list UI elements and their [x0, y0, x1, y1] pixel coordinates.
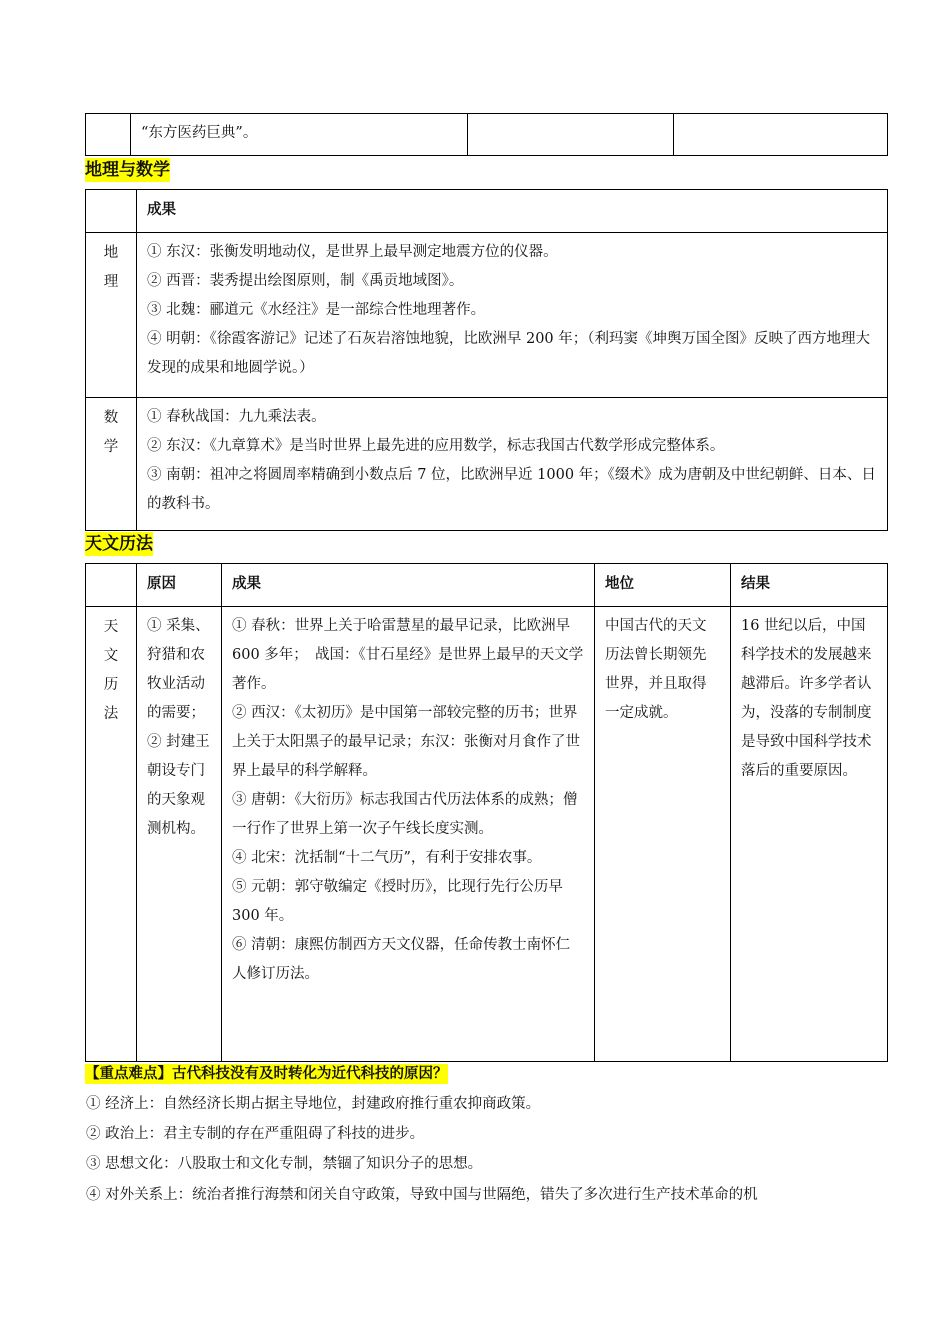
list-item: ② 东汉：《九章算术》是当时世界上最先进的应用数学，标志我国古代数学形成完整体系。 [147, 438, 725, 454]
geography-items-cell [137, 233, 888, 398]
label-char: 法 [103, 706, 119, 722]
empty-header-cell [86, 564, 137, 607]
header-result: 结果 [741, 576, 770, 592]
math-items-cell [137, 398, 888, 531]
list-item: ① 东汉：张衡发明地动仪，是世界上最早测定地震方位的仪器。 [147, 244, 558, 260]
key-point-item: ④ 对外关系上：统治者推行海禁和闭关自守政策，导致中国与世隔绝，错失了多次进行生产技术革命的机 [86, 1187, 758, 1203]
section-title-astronomy: 天文历法 [85, 534, 153, 554]
list-item: ② 西晋：裴秀提出绘图原则，制《禹贡地域图》。 [147, 273, 464, 289]
header-achievements: 成果 [232, 576, 261, 592]
header-status: 地位 [605, 576, 634, 592]
key-point-item: ② 政治上：君主专制的存在严重阻碍了科技的进步。 [86, 1126, 425, 1142]
list-item: ③ 唐朝：《大衍历》标志我国古代历法体系的成熟；僧一行作了世界上第一次子午线长度实测。 [232, 792, 578, 837]
empty-header-cell [86, 190, 137, 233]
key-point-title: 【重点难点】古代科技没有及时转化为近代科技的原因？ [85, 1066, 448, 1082]
status-cell [595, 607, 731, 1062]
label-char: 学 [103, 439, 119, 455]
key-point-item: ③ 思想文化：八股取士和文化专制，禁锢了知识分子的思想。 [86, 1156, 483, 1172]
list-item: ③ 南朝：祖冲之将圆周率精确到小数点后 7 位，比欧洲早近 1000 年；《缀术》成为唐朝及中世纪朝鲜、日本、日的教科书。 [147, 467, 876, 512]
label-char: 理 [103, 274, 119, 290]
list-item: ⑥ 清朝：康熙仿制西方天文仪器，任命传教士南怀仁人修订历法。 [232, 937, 571, 982]
list-item: ④ 北宋：沈括制“十二气历”，有利于安排农事。 [232, 850, 542, 866]
header-cell [137, 190, 888, 233]
header-cell [222, 564, 595, 607]
header-achievements: 成果 [147, 202, 176, 218]
empty-cell [86, 114, 131, 156]
list-item: ① 春秋：世界上关于哈雷慧星的最早记录，比欧洲早 600 多年； 战国：《甘石星经》是世界上最早的天文学著作。 [232, 618, 584, 692]
empty-cell [468, 114, 674, 156]
header-reason: 原因 [147, 576, 176, 592]
geo-math-table [85, 189, 888, 531]
status-text: 中国古代的天文历法曾长期领先世界，并且取得一定成就。 [605, 618, 707, 721]
list-item: ④ 明朝：《徐霞客游记》记述了石灰岩溶蚀地貌，比欧洲早 200 年；（利玛窦《坤舆万国全图》反映了西方地理大发现的成果和地圆学说。） [147, 331, 870, 376]
section-title-geo-math: 地理与数学 [85, 160, 170, 180]
key-point-item: ① 经济上：自然经济长期占据主导地位，封建政府推行重农抑商政策。 [86, 1096, 541, 1112]
list-item: ② 西汉：《太初历》是中国第一部较完整的历书；世界上关于太阳黑子的最早记录；东汉：张衡对月食作了世界上最早的科学解释。 [232, 705, 580, 779]
label-char: 地 [103, 245, 119, 261]
label-char: 历 [103, 677, 119, 693]
math-label [86, 398, 136, 462]
achievements-cell [222, 607, 595, 1062]
reasons-cell [137, 607, 222, 1062]
astronomy-table [85, 563, 888, 1062]
empty-cell [674, 114, 888, 156]
header-cell [595, 564, 731, 607]
header-cell [731, 564, 888, 607]
top-partial-table [85, 113, 888, 156]
label-char: 数 [103, 410, 119, 426]
row-label-geography [86, 233, 137, 398]
label-char: 天 [103, 619, 119, 635]
list-item: ⑤ 元朝：郭守敬编定《授时历》，比现行先行公历早 300 年。 [232, 879, 563, 924]
header-cell [137, 564, 222, 607]
label-char: 文 [103, 648, 119, 664]
row-label-math [86, 398, 137, 531]
list-item: ① 春秋战国：九九乘法表。 [147, 409, 326, 425]
top-text-cell [131, 114, 468, 156]
result-cell [731, 607, 888, 1062]
result-text: 16 世纪以后，中国科学技术的发展越来越滞后。许多学者认为，没落的专制制度是导致中国科学技术落后的重要原因。 [741, 618, 872, 779]
geography-label [86, 233, 136, 297]
reasons-text: ① 采集、狩猎和农牧业活动的需要； ② 封建王朝设专门的天象观测机构。 [147, 618, 210, 837]
list-item: ③ 北魏：郦道元《水经注》是一部综合性地理著作。 [147, 302, 486, 318]
astronomy-label [86, 607, 136, 729]
top-text: “东方医药巨典”。 [141, 125, 258, 141]
row-label-astronomy [86, 607, 137, 1062]
